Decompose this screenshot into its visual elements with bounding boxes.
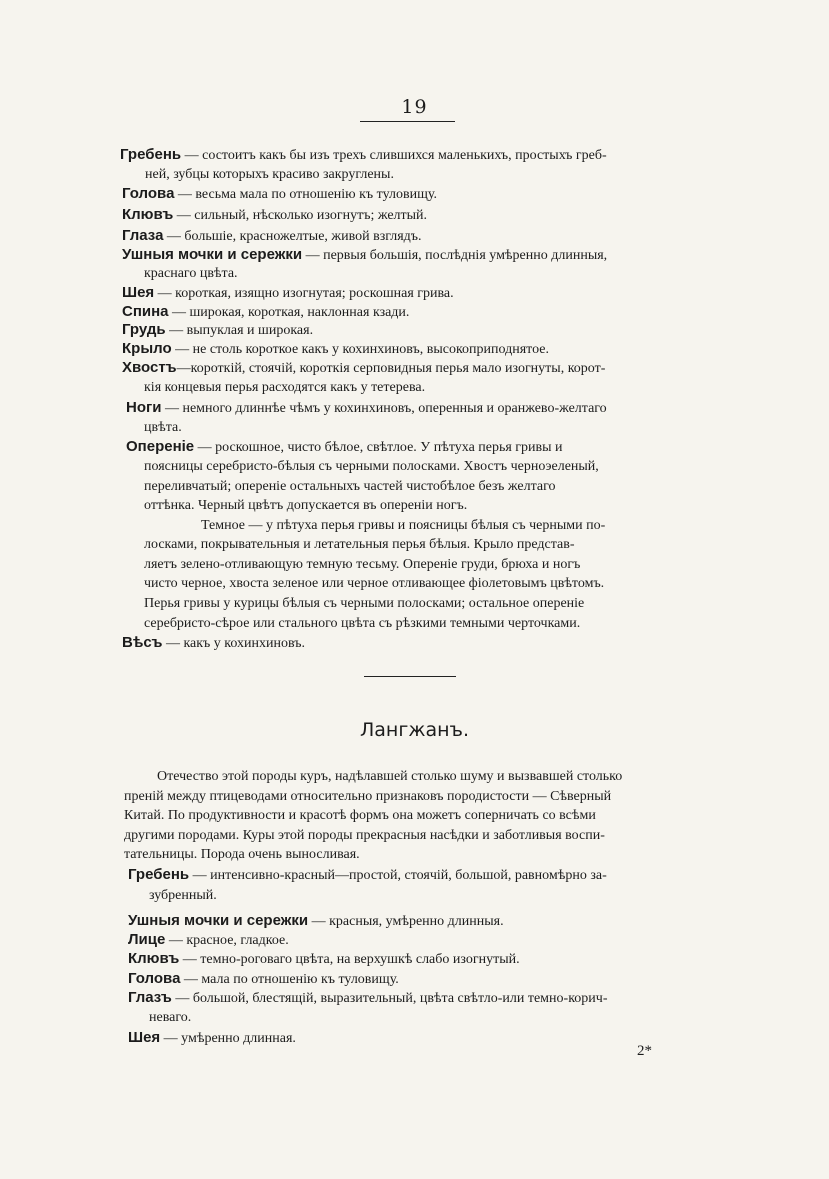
section1-line <box>122 302 409 322</box>
entry-text: — какъ у кохинхиновъ. <box>162 636 306 651</box>
entry-text: — первыя большія, послѣднія умѣренно длинныя, <box>302 248 608 263</box>
entry-text: другими породами. Куры этой породы прекрасныя насѣдки и заботливыя воспи- <box>124 828 605 843</box>
entry-text: кія концевыя перья расходятся какъ у тетерева. <box>144 380 426 395</box>
section1-line <box>144 457 599 476</box>
entry-text: — сильный, нѣсколько изогнутъ; желтый. <box>173 208 428 223</box>
entry-text: цвѣта. <box>144 420 182 435</box>
section2-line <box>128 949 520 969</box>
section1-line <box>144 496 467 515</box>
entry-text: ней, зубцы которыхъ красиво закруглены. <box>145 167 394 182</box>
entry-text: лосками, покрывательныя и летательныя перья бѣлыя. Крыло представ- <box>144 537 575 552</box>
entry-text: — интенсивно-красный—простой, стоячій, большой, равномѣрно за- <box>189 868 607 883</box>
entry-term: Шея <box>122 284 155 301</box>
section1-line <box>126 398 607 418</box>
entry-term: Шея <box>128 1029 161 1046</box>
section1-line <box>122 339 549 359</box>
entry-text: Китай. По продуктивности и красотѣ формъ она можетъ соперничать со всѣми <box>124 808 596 823</box>
section2-line <box>149 1008 191 1027</box>
entry-text: — темно-роговаго цвѣта, на верхушкѣ слабо изогнутый. <box>179 952 520 967</box>
section1-line <box>144 574 604 593</box>
entry-text: — широкая, короткая, наклонная кзади. <box>168 305 410 320</box>
section2-line <box>149 886 217 905</box>
entry-term: Крыло <box>122 340 172 357</box>
entry-text: — не столь короткое какъ у кохинхиновъ, высокоприподнятое. <box>171 342 549 357</box>
entry-text: — весьма мала по отношенію къ туловищу. <box>174 187 437 202</box>
entry-text: Перья гривы у курицы бѣлыя съ черными полосками; остальное опереніе <box>144 596 585 611</box>
entry-term: Ноги <box>126 399 162 416</box>
section1-line <box>122 226 422 246</box>
entry-text: — умѣренно длинная. <box>160 1031 296 1046</box>
section2-line <box>128 969 399 989</box>
section1-line <box>144 378 425 397</box>
entry-text: переливчатый; опереніе остальныхъ частей чистобѣлое безъ желтаго <box>144 479 556 494</box>
entry-term: Грудь <box>122 321 166 338</box>
section-title: Лангжанъ. <box>360 719 469 741</box>
section1-line <box>144 264 238 283</box>
entry-text: неваго. <box>149 1010 192 1025</box>
entry-text: оттѣнка. Черный цвѣтъ допускается въ опереніи ногъ. <box>144 498 468 513</box>
section2-line <box>128 911 504 931</box>
section2-line <box>128 988 607 1008</box>
page-number: 19 <box>401 96 428 118</box>
section2-line <box>128 865 607 885</box>
section1-line <box>144 535 575 554</box>
entry-term: Глазъ <box>128 989 172 1006</box>
page-number-underline <box>360 121 455 122</box>
section2-line <box>124 806 596 825</box>
section2-line <box>124 787 611 806</box>
section1-line <box>122 205 427 225</box>
entry-term: Вѣсъ <box>122 634 163 651</box>
entry-text: чисто черное, хвоста зеленое или черное отливающее фіолетовымъ цвѣтомъ. <box>144 576 605 591</box>
section1-line <box>145 165 394 184</box>
entry-term: Глаза <box>122 227 164 244</box>
entry-term: Ушныя мочки и сережки <box>128 912 309 929</box>
entry-text: преній между птицеводами относительно признаковъ породистости — Сѣверный <box>124 789 612 804</box>
entry-text: поясницы серебристо-бѣлыя съ черными полосками. Хвостъ черноэеленый, <box>144 459 599 474</box>
entry-term: Гребень <box>128 866 190 883</box>
entry-text: — большой, блестящій, выразительный, цвѣта свѣтло-или темно-корич- <box>171 991 608 1006</box>
entry-text: — красныя, умѣренно длинныя. <box>308 914 504 929</box>
section1-line <box>122 245 607 265</box>
entry-term: Клювъ <box>128 950 180 967</box>
section1-line <box>144 418 182 437</box>
section1-line <box>122 358 605 378</box>
entry-text: зубренный. <box>149 888 217 903</box>
entry-text: — большіе, красножелтые, живой взглядъ. <box>163 229 422 244</box>
section2-line <box>124 845 360 864</box>
entry-text: — короткая, изящно изогнутая; роскошная грива. <box>154 286 454 301</box>
section2-line <box>157 767 622 786</box>
section1-line <box>144 477 555 496</box>
entry-text: — выпуклая и широкая. <box>165 323 314 338</box>
entry-term: Спина <box>122 303 169 320</box>
entry-term: Гребень <box>120 146 182 163</box>
section2-line <box>124 826 605 845</box>
section1-line <box>122 184 437 204</box>
section1-line <box>122 633 305 653</box>
entry-text: — мала по отношенію къ туловищу. <box>180 972 399 987</box>
section2-line <box>128 930 289 950</box>
entry-text: — состоитъ какъ бы изъ трехъ слившихся маленькихъ, простыхъ греб- <box>181 148 607 163</box>
entry-term: Голова <box>122 185 175 202</box>
entry-term: Голова <box>128 970 181 987</box>
section1-line <box>201 516 605 535</box>
signature-mark: 2* <box>637 1043 652 1059</box>
entry-text: Темное — у пѣтуха перья гривы и поясницы бѣлыя съ черными по- <box>201 518 606 533</box>
entry-text: ляетъ зелено-отливающую темную тесьму. Опереніе груди, брюха и ногъ <box>144 557 581 572</box>
entry-text: — красное, гладкое. <box>165 933 289 948</box>
entry-term: Ушныя мочки и сережки <box>122 246 303 263</box>
entry-term: Клювъ <box>122 206 174 223</box>
entry-text: —короткій, стоячій, короткія серповидныя перья мало изогнуты, корот- <box>176 361 606 376</box>
section1-line <box>122 320 313 340</box>
section1-line <box>126 437 563 457</box>
entry-term: Опереніе <box>126 438 195 455</box>
section1-line <box>144 594 584 613</box>
entry-term: Лице <box>128 931 166 948</box>
entry-term: Хвостъ <box>122 359 177 376</box>
entry-text: тательницы. Порода очень выносливая. <box>124 847 360 862</box>
entry-text: — немного длиннѣе чѣмъ у кохинхиновъ, оперенныя и оранжево-желтаго <box>161 401 607 416</box>
entry-text: серебристо-сѣрое или стального цвѣта съ рѣзкими темными черточками. <box>144 616 581 631</box>
entry-text: Отечество этой породы куръ, надѣлавшей столько шуму и вызвавшей столько <box>157 769 623 784</box>
entry-text: краснаго цвѣта. <box>144 266 238 281</box>
entry-text: — роскошное, чисто бѣлое, свѣтлое. У пѣтуха перья гривы и <box>194 440 563 455</box>
section2-line <box>128 1028 296 1048</box>
section-divider <box>364 676 456 677</box>
section1-line <box>144 614 580 633</box>
section1-line <box>120 145 607 165</box>
section1-line <box>144 555 580 574</box>
section1-line <box>122 283 454 303</box>
